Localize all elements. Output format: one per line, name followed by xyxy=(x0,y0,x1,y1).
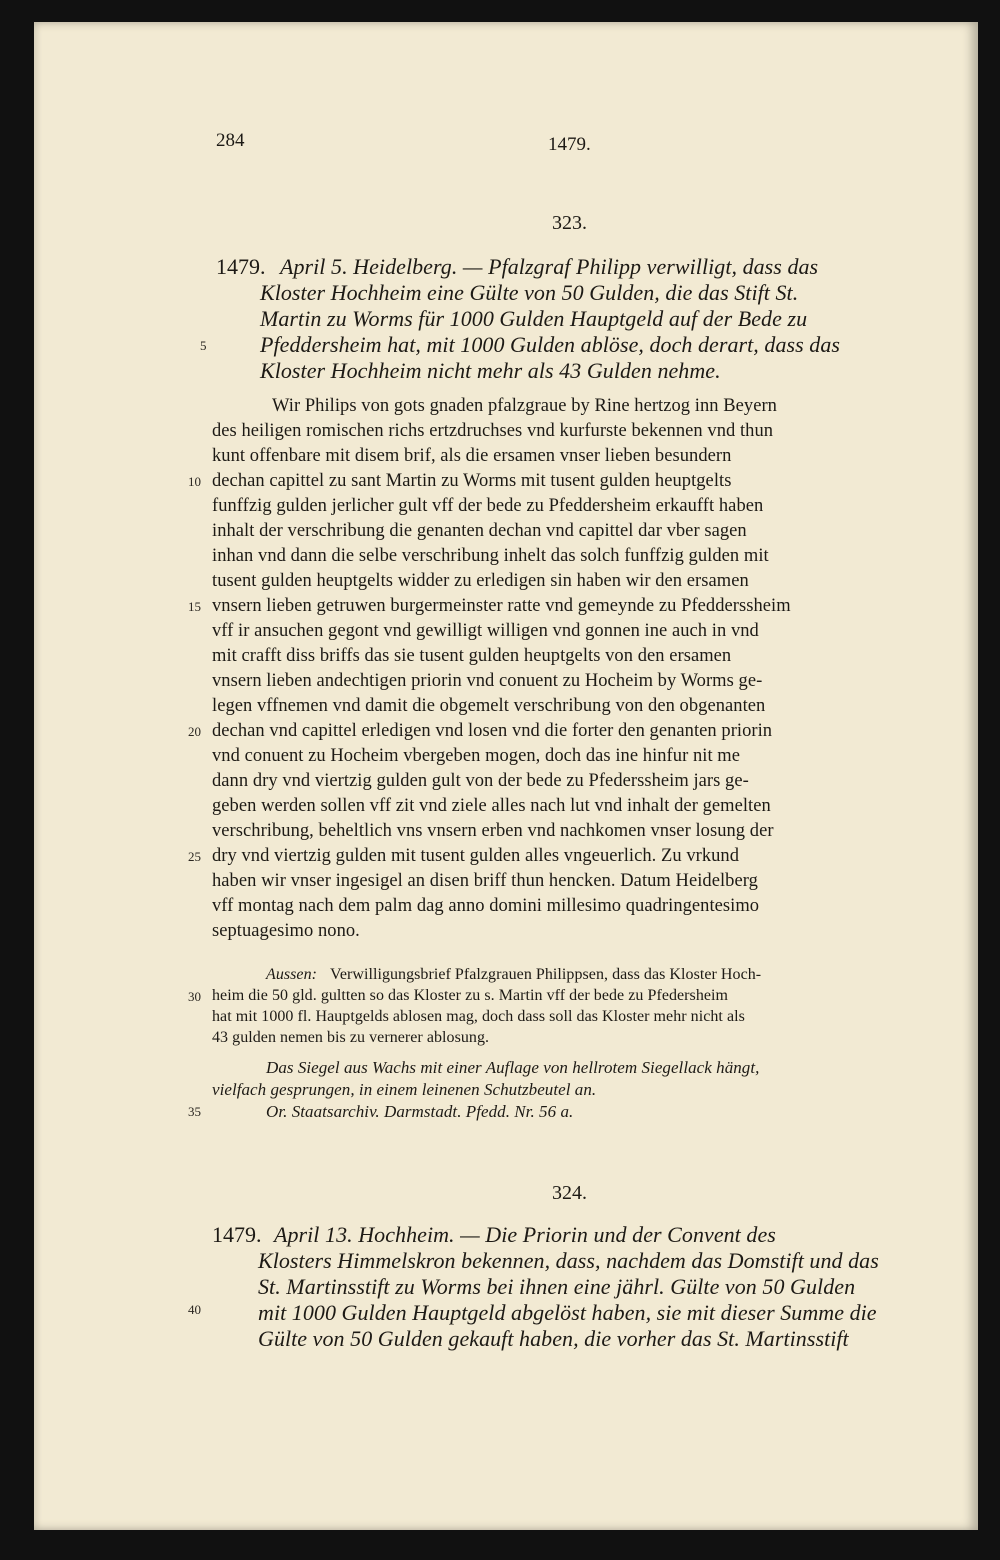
text-line: vnsern lieben andechtigen priorin vnd conuent zu Hocheim by Worms ge- xyxy=(212,671,763,691)
regest-line: St. Martinsstift zu Worms bei ihnen eine jährl. Gülte von 50 Gulden xyxy=(258,1274,856,1299)
line-number: 20 xyxy=(188,724,201,739)
text-line: kunt offenbare mit disem brif, als die ersamen vnser lieben besundern xyxy=(212,446,732,466)
running-head: 1479. xyxy=(548,134,591,155)
text-line: funffzig gulden jerlicher gult vff der bede zu Pfeddersheim erkaufft haben xyxy=(212,496,764,516)
line-number: 25 xyxy=(188,849,201,864)
text-line: inhalt der verschribung die genanten dechan vnd capittel dar vber sagen xyxy=(212,521,747,541)
text-line: geben werden sollen vff zit vnd ziele alles nach lut vnd inhalt der gemelten xyxy=(212,796,771,816)
text-line: dry vnd viertzig gulden mit tusent gulden alles vngeuerlich. Zu vrkund xyxy=(212,846,740,866)
regest-line: Martin zu Worms für 1000 Gulden Hauptgeld auf der Bede zu xyxy=(260,306,808,331)
text-line: tusent gulden heuptgelts widder zu erledigen sin haben wir den ersamen xyxy=(212,571,749,591)
line-number: 5 xyxy=(200,338,207,353)
archive-reference: Or. Staatsarchiv. Darmstadt. Pfedd. Nr. 56 a. xyxy=(266,1102,574,1121)
text-line: verschribung, beheltlich vns vnsern erben vnd nachkomen vnser losung der xyxy=(212,821,774,841)
document-number-323: 323. xyxy=(552,212,587,234)
regest-date-323: 1479. xyxy=(216,254,266,279)
text-line: septuagesimo nono. xyxy=(212,921,360,941)
aussen-line: heim die 50 gld. gultten so das Kloster zu s. Martin vff der bede zu Pfedersheim xyxy=(212,987,729,1004)
aussen-line: hat mit 1000 fl. Hauptgelds ablosen mag, doch dass soll das Kloster mehr nicht als xyxy=(212,1008,745,1025)
text-line: inhan vnd dann die selbe verschribung inhelt das solch funffzig gulden mit xyxy=(212,546,769,566)
regest-line: mit 1000 Gulden Hauptgeld abgelöst haben, sie mit dieser Summe die xyxy=(258,1300,877,1325)
line-number: 10 xyxy=(188,474,201,489)
regest-date-324: 1479. xyxy=(212,1222,262,1247)
regest-line: April 13. Hochheim. — Die Priorin und der Convent des xyxy=(274,1222,776,1247)
text-line: dann dry vnd viertzig gulden gult von der bede zu Pfederssheim jars ge- xyxy=(212,771,749,791)
regest-line: Gülte von 50 Gulden gekauft haben, die vorher das St. Martinsstift xyxy=(258,1326,849,1351)
text-line: haben wir vnser ingesigel an disen briff thun hencken. Datum Heidelberg xyxy=(212,871,758,891)
text-line: vnd conuent zu Hocheim vbergeben mogen, doch das ine hinfur nit me xyxy=(212,746,741,766)
text-line: dechan vnd capittel erledigen vnd losen vnd die forter den genanten priorin xyxy=(212,721,773,741)
text-line: mit crafft diss briffs das sie tusent gulden heuptgelts von den ersamen xyxy=(212,646,732,666)
note-line: vielfach gesprungen, in einem leinenen Schutzbeutel an. xyxy=(212,1080,597,1099)
aussen-line: 43 gulden nemen bis zu vernerer ablosung. xyxy=(212,1029,490,1046)
regest-line: April 5. Heidelberg. — Pfalzgraf Philipp verwilligt, dass das xyxy=(280,254,819,279)
text-line: Wir Philips von gots gnaden pfalzgraue by Rine hertzog inn Beyern xyxy=(272,396,777,416)
line-number: 30 xyxy=(188,989,201,1004)
line-number: 15 xyxy=(188,599,201,614)
aussen-label: Aussen: xyxy=(266,966,318,983)
note-line: Das Siegel aus Wachs mit einer Auflage von hellrotem Siegellack hängt, xyxy=(266,1058,760,1077)
regest-line: Kloster Hochheim eine Gülte von 50 Gulden, die das Stift St. xyxy=(260,280,799,305)
text-line: des heiligen romischen richs ertzdruchses vnd kurfurste bekennen vnd thun xyxy=(212,421,774,441)
regest-line: Pfeddersheim hat, mit 1000 Gulden ablöse, doch derart, dass das xyxy=(260,332,840,357)
page-number: 284 xyxy=(216,130,245,151)
regest-line: Kloster Hochheim nicht mehr als 43 Gulden nehme. xyxy=(260,358,721,383)
document-number-324: 324. xyxy=(552,1182,587,1204)
text-line: vnsern lieben getruwen burgermeinster ratte vnd gemeynde zu Pfedderssheim xyxy=(212,596,791,616)
line-number: 40 xyxy=(188,1302,201,1317)
text-line: vff montag nach dem palm dag anno domini millesimo quadringentesimo xyxy=(212,896,760,916)
regest-line: Klosters Himmelskron bekennen, dass, nachdem das Domstift und das xyxy=(258,1248,879,1273)
line-number: 35 xyxy=(188,1104,201,1119)
text-line: dechan capittel zu sant Martin zu Worms mit tusent gulden heuptgelts xyxy=(212,471,732,491)
text-line: vff ir ansuchen gegont vnd gewilligt willigen vnd gonnen ine auch in vnd xyxy=(212,621,759,641)
aussen-line: Verwilligungsbrief Pfalzgrauen Philippsen, dass das Kloster Hoch- xyxy=(330,966,762,983)
book-page xyxy=(34,22,978,1530)
text-line: legen vffnemen vnd damit die obgemelt verschribung von den obgenanten xyxy=(212,696,766,716)
